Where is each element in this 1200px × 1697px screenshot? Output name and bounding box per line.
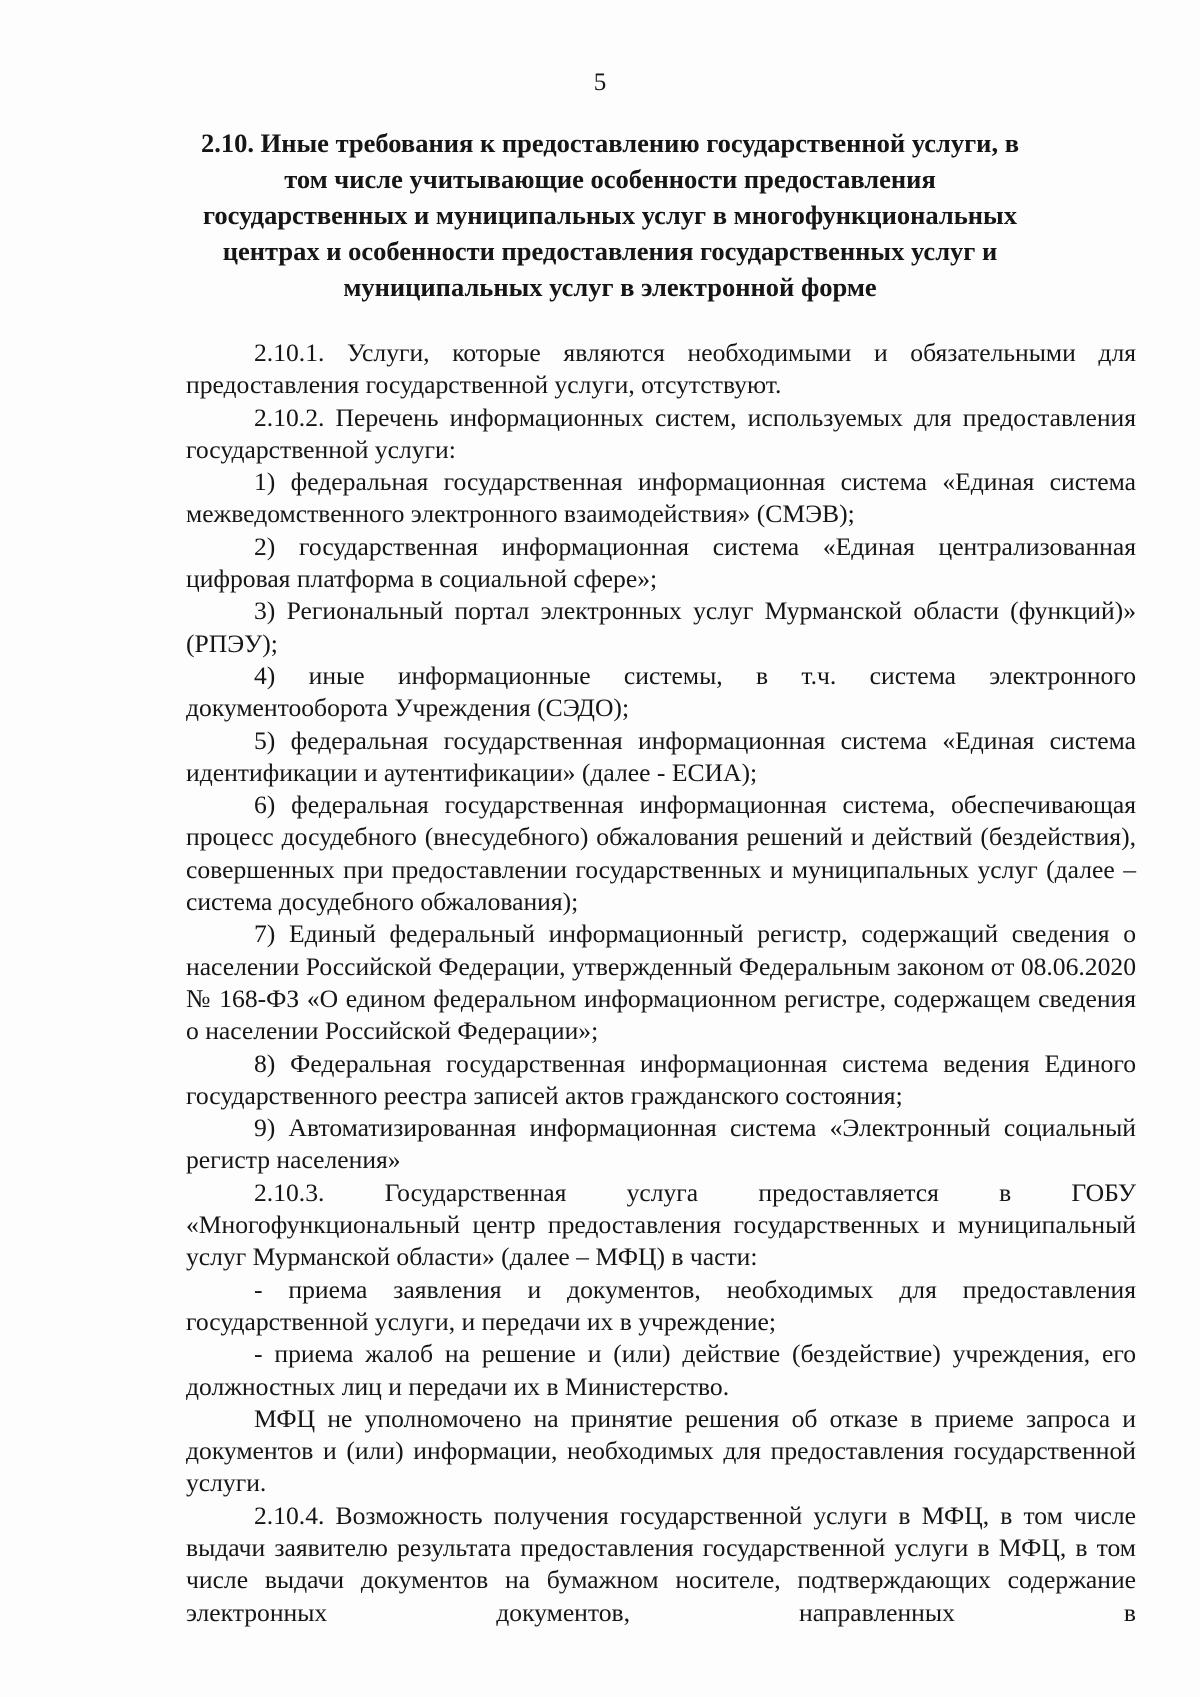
page-number: 5	[593, 69, 607, 96]
paragraph: 2.10.4. Возможность получения государственной услуги в МФЦ, в том числе выдачи заявителю результата предоставления государственной услуги в МФЦ, в том числе выдачи документов на бумажном носителе, подтверждающих содержание электронных документов, направленных в	[186, 1500, 1136, 1627]
list-item: - приема заявления и документов, необходимых для предоставления государственной услуги, и передачи их в учреждение;	[186, 1274, 1136, 1336]
list-item: 9) Автоматизированная информационная система «Электронный социальный регистр населения»	[186, 1113, 1136, 1175]
list-item: 5) федеральная государственная информационная система «Единая система идентификации и аутентификации» (далее - ЕСИА);	[186, 725, 1136, 787]
section-heading: 2.10. Иные требования к предоставлению государственной услуги, в том числе учитывающие особенности предоставления государственных и муниципальных услуг в многофункциональных центрах и особенности предоставления государственных услуг и муниципальных услуг в электронной форме	[200, 128, 1020, 302]
paragraph: 2.10.3. Государственная услуга предоставляется в ГОБУ «Многофункциональный центр предоставления государственных и муниципальный услуг Мурманской области» (далее – МФЦ) в части:	[186, 1177, 1136, 1272]
list-item: 1) федеральная государственная информационная система «Единая система межведомственного электронного взаимодействия» (СМЭВ);	[186, 467, 1136, 529]
paragraph: МФЦ не уполномочено на принятие решения об отказе в приеме запроса и документов и (или) информации, необходимых для предоставления государственной услуги.	[186, 1403, 1136, 1498]
paragraph: 2.10.2. Перечень информационных систем, используемых для предоставления государственной услуги:	[186, 402, 1136, 464]
paragraph: 2.10.1. Услуги, которые являются необходимыми и обязательными для предоставления государственной услуги, отсутствуют.	[186, 338, 1136, 400]
list-item: 8) Федеральная государственная информационная система ведения Единого государственного реестра записей актов гражданского состояния;	[186, 1048, 1136, 1110]
list-item: 7) Единый федеральный информационный регистр, содержащий сведения о населении Российской Федерации, утвержденный Федеральным законом от 08.06.2020 № 168-ФЗ «О едином федеральном информационном регистре, содержащем сведения о населении Российской Федерации»;	[186, 919, 1136, 1046]
document-body	[186, 337, 1136, 1629]
list-item: 2) государственная информационная система «Единая централизованная цифровая платформа в социальной сфере»;	[186, 531, 1136, 594]
list-item: 6) федеральная государственная информационная система, обеспечивающая процесс досудебного (внесудебного) обжалования решений и действий (бездействия), совершенных при предоставлении государственных и муниципальных услуг (далее – система досудебного обжалования);	[186, 790, 1136, 917]
list-item: - приема жалоб на решение и (или) действие (бездействие) учреждения, его должностных лиц и передачи их в Министерство.	[186, 1339, 1136, 1401]
list-item: 4) иные информационные системы, в т.ч. система электронного документооборота Учреждения (СЭДО);	[186, 660, 1136, 723]
list-item: 3) Региональный портал электронных услуг Мурманской области (функций)» (РПЭУ);	[186, 596, 1136, 658]
